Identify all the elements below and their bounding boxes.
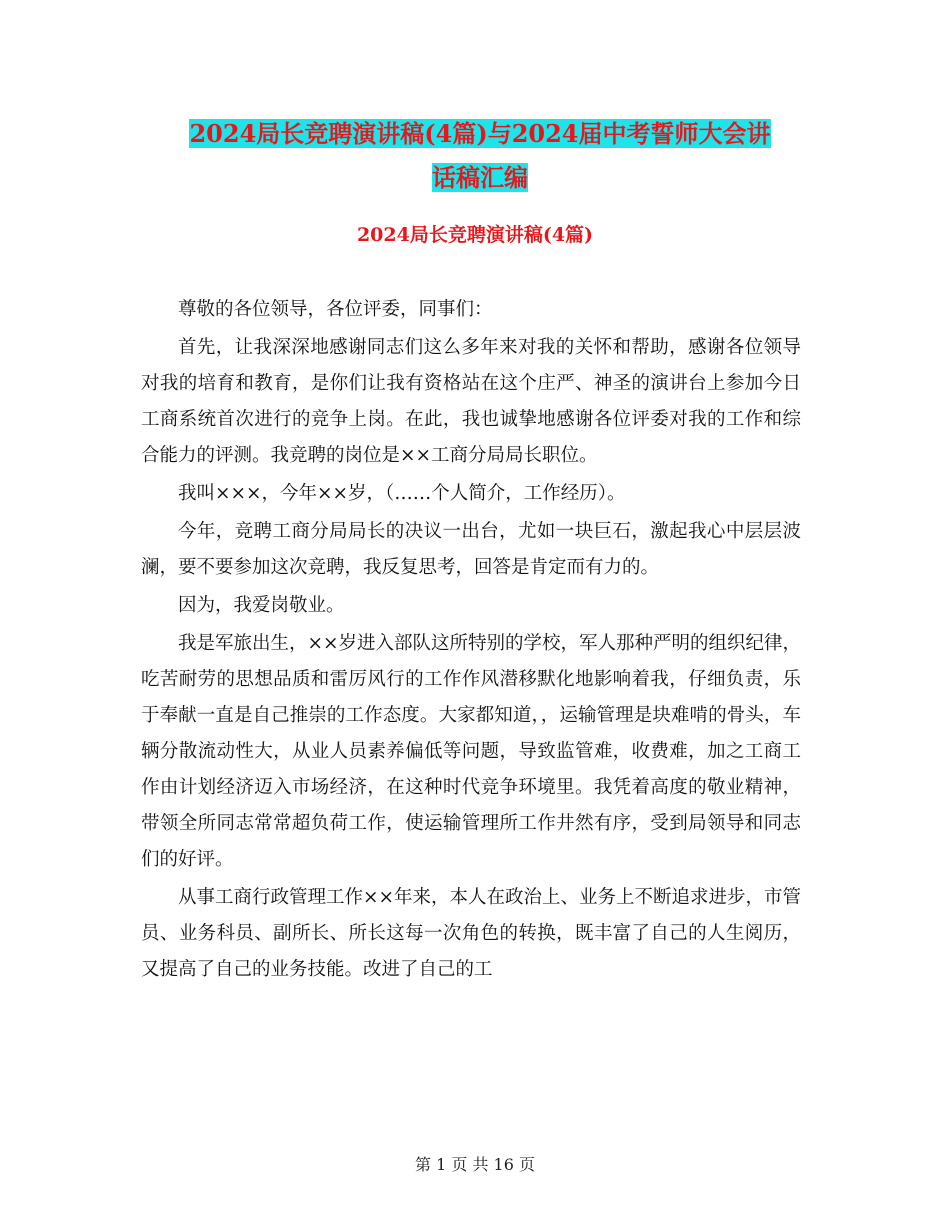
- document-title-line-2: 话稿汇编: [432, 163, 528, 192]
- paragraph: 首先，让我深深地感谢同志们这么多年来对我的关怀和帮助，感谢各位领导对我的培育和教育，是你们让我有资格站在这个庄严、神圣的演讲台上参加今日工商系统首次进行的竞争上岗。在此，我也诚挚地感谢各位评委对我的工作和综合能力的评测。我竞聘的岗位是××工商分局局长职位。: [141, 337, 801, 466]
- document-title-line-1: 2024局长竞聘演讲稿(4篇)与2024届中考誓师大会讲: [189, 119, 771, 148]
- document-body: [141, 292, 801, 988]
- paragraph: 尊敬的各位领导，各位评委，同事们：: [178, 299, 493, 320]
- paragraph: 因为，我爱岗敬业。: [178, 595, 345, 616]
- document-title: [140, 112, 820, 200]
- paragraph: 我是军旅出生，××岁进入部队这所特别的学校，军人那种严明的组织纪律，吃苦耐劳的思想品质和雷厉风行的工作作风潜移默化地影响着我，仔细负责，乐于奉献一直是自己推崇的工作态度。大家都知道，，运输管理是块难啃的骨头，车辆分散流动性大，从业人员素养偏低等问题，导致监管难，收费难，加之工商工作由计划经济迈入市场经济，在这种时代竞争环境里。我凭着高度的敬业精神，带领全所同志常常超负荷工作，使运输管理所工作井然有序，受到局领导和同志们的好评。: [141, 633, 802, 870]
- page-footer: 第 1 页 共 16 页: [415, 1155, 535, 1174]
- paragraph: 从事工商行政管理工作××年来，本人在政治上、业务上不断追求进步，市管员、业务科员、副所长、所长这每一次角色的转换，既丰富了自己的人生阅历，又提高了自己的业务技能。改进了自己的工: [141, 887, 802, 980]
- paragraph: 我叫×××，今年××岁，（……个人简介，工作经历）。: [178, 483, 626, 504]
- paragraph: 今年，竞聘工商分局局长的决议一出台，尤如一块巨石，激起我心中层层波澜，要不要参加这次竞聘，我反复思考，回答是肯定而有力的。: [141, 521, 801, 578]
- section-heading: 2024局长竞聘演讲稿(4篇): [356, 224, 594, 246]
